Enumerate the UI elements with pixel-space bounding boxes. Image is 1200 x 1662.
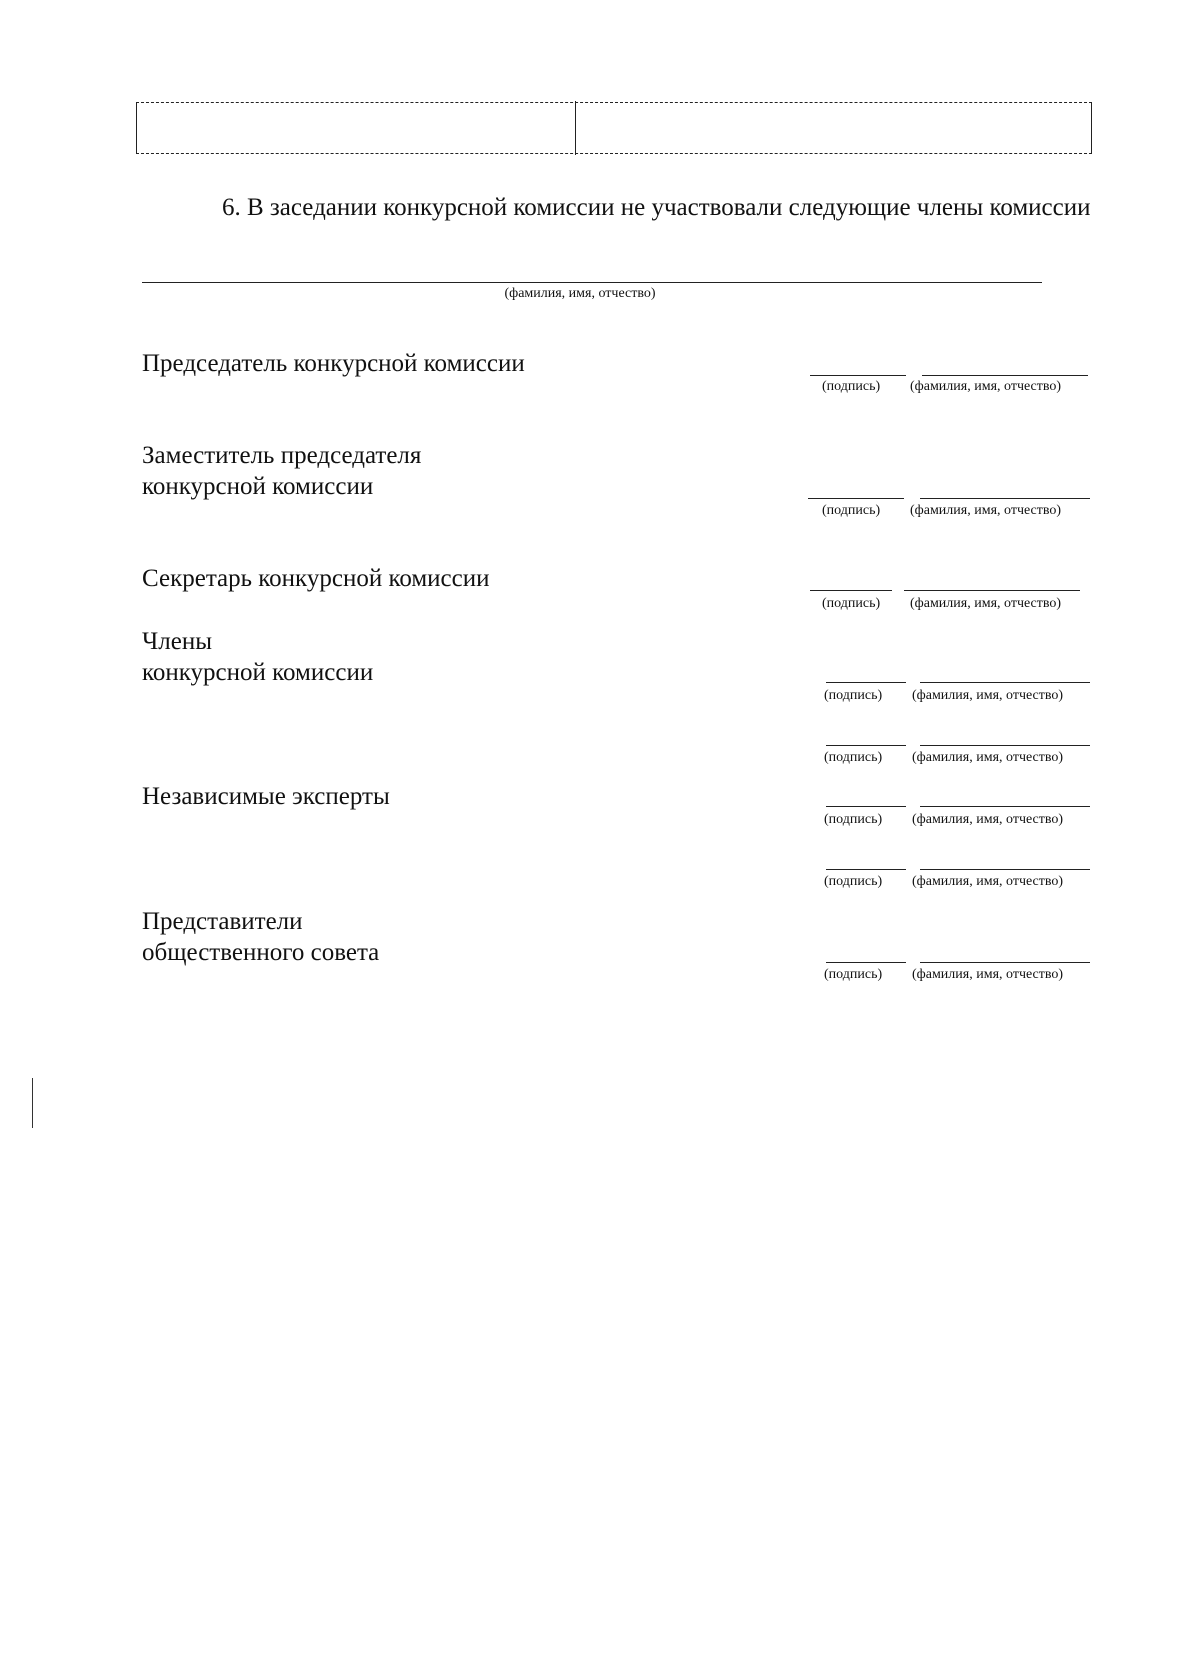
name-line [920,962,1090,963]
signature-line [826,806,906,807]
name-caption: (фамилия, имя, отчество) [910,596,1062,611]
deputy-label-line2: конкурсной комиссии [142,473,374,500]
signature-caption: (подпись) [822,503,881,518]
name-caption: (фамилия, имя, отчество) [910,503,1062,518]
name-line [922,375,1088,376]
council-label-line2: общественного совета [142,939,380,966]
signature-caption: (подпись) [824,812,883,827]
secretary-label: Секретарь конкурсной комиссии [142,565,490,592]
name-line [920,498,1090,499]
name-caption: (фамилия, имя, отчество) [912,750,1064,765]
name-caption: (фамилия, имя, отчество) [912,688,1064,703]
name-caption: (фамилия, имя, отчество) [912,967,1064,982]
absent-members-name-line [142,282,1042,283]
members-label-line1: Члены [142,628,212,655]
name-line [920,806,1090,807]
signature-line [826,869,906,870]
name-line [920,682,1090,683]
name-line [920,745,1090,746]
signature-caption: (подпись) [824,874,883,889]
absent-members-name-caption: (фамилия, имя, отчество) [504,286,656,301]
signature-line [810,590,892,591]
signature-caption: (подпись) [822,596,881,611]
signature-caption: (подпись) [824,750,883,765]
signature-line [826,745,906,746]
deputy-label-line1: Заместитель председателя [142,442,422,469]
signature-line [810,375,906,376]
signature-line [826,962,906,963]
signature-line [826,682,906,683]
experts-label: Независимые эксперты [142,783,390,810]
chairman-label: Председатель конкурсной комиссии [142,350,525,377]
table-column-divider [575,101,576,155]
council-label-line1: Представители [142,908,303,935]
scan-edge-mark [32,1078,33,1128]
signature-caption: (подпись) [824,688,883,703]
signature-caption: (подпись) [824,967,883,982]
absent-members-paragraph: 6. В заседании конкурсной комиссии не участвовали следующие члены комиссии [222,194,1091,221]
members-label-line2: конкурсной комиссии [142,659,374,686]
name-line [904,590,1080,591]
signature-caption: (подпись) [822,379,881,394]
name-caption: (фамилия, имя, отчество) [912,812,1064,827]
name-caption: (фамилия, имя, отчество) [910,379,1062,394]
signature-line [808,498,904,499]
table-frame [136,102,1092,154]
name-caption: (фамилия, имя, отчество) [912,874,1064,889]
name-line [920,869,1090,870]
